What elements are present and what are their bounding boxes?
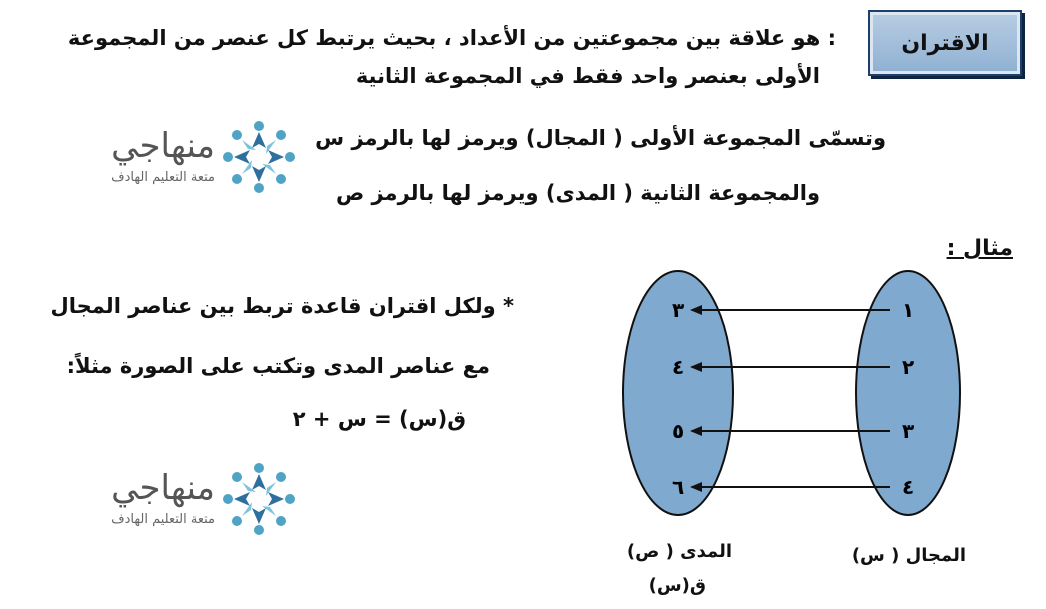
title-box: [868, 10, 1022, 76]
mapping-diagram: [600, 255, 980, 525]
rule-line-1: * ولكل اقتران قاعدة تربط بين عناصر المجال: [50, 294, 514, 318]
range-caption-function: ق(س): [648, 575, 706, 596]
range-value: ٦: [672, 475, 685, 499]
range-value: ٤: [672, 355, 685, 379]
logo-tagline: متعة التعليم الهادف: [111, 512, 215, 527]
logo-name: منهاجي: [111, 126, 215, 166]
range-value: ٣: [672, 298, 685, 322]
example-label: مثال :: [946, 236, 1013, 261]
range-sentence: والمجموعة الثانية ( المدى) ويرمز لها بالرمز ص: [335, 181, 820, 205]
logo-top: [70, 118, 300, 198]
definition-line-2: الأولى بعنصر واحد فقط في المجموعة الثانية: [355, 64, 820, 88]
logo-bottom: [70, 460, 300, 540]
rule-formula: ق(س) = س + ٢: [292, 407, 466, 431]
logo-name: منهاجي: [111, 468, 215, 508]
domain-value: ٤: [902, 475, 915, 499]
domain-value: ٣: [902, 419, 915, 443]
domain-sentence: وتسمّى المجموعة الأولى ( المجال) ويرمز لها بالرمز س: [315, 126, 886, 150]
logo-tagline: متعة التعليم الهادف: [111, 170, 215, 185]
title-text: الاقتران: [901, 30, 989, 56]
domain-value: ٢: [902, 355, 915, 379]
range-value: ٥: [672, 419, 685, 443]
logo-emblem-icon: [220, 118, 298, 196]
range-caption: المدى ( ص): [626, 541, 732, 562]
rule-line-2: مع عناصر المدى وتكتب على الصورة مثلاً:: [66, 354, 490, 378]
logo-emblem-icon: [220, 460, 298, 538]
definition-line-1: : هو علاقة بين مجموعتين من الأعداد ، بحيث يرتبط كل عنصر من المجموعة: [67, 26, 836, 50]
domain-caption: المجال ( س): [851, 545, 966, 566]
domain-value: ١: [902, 298, 915, 322]
